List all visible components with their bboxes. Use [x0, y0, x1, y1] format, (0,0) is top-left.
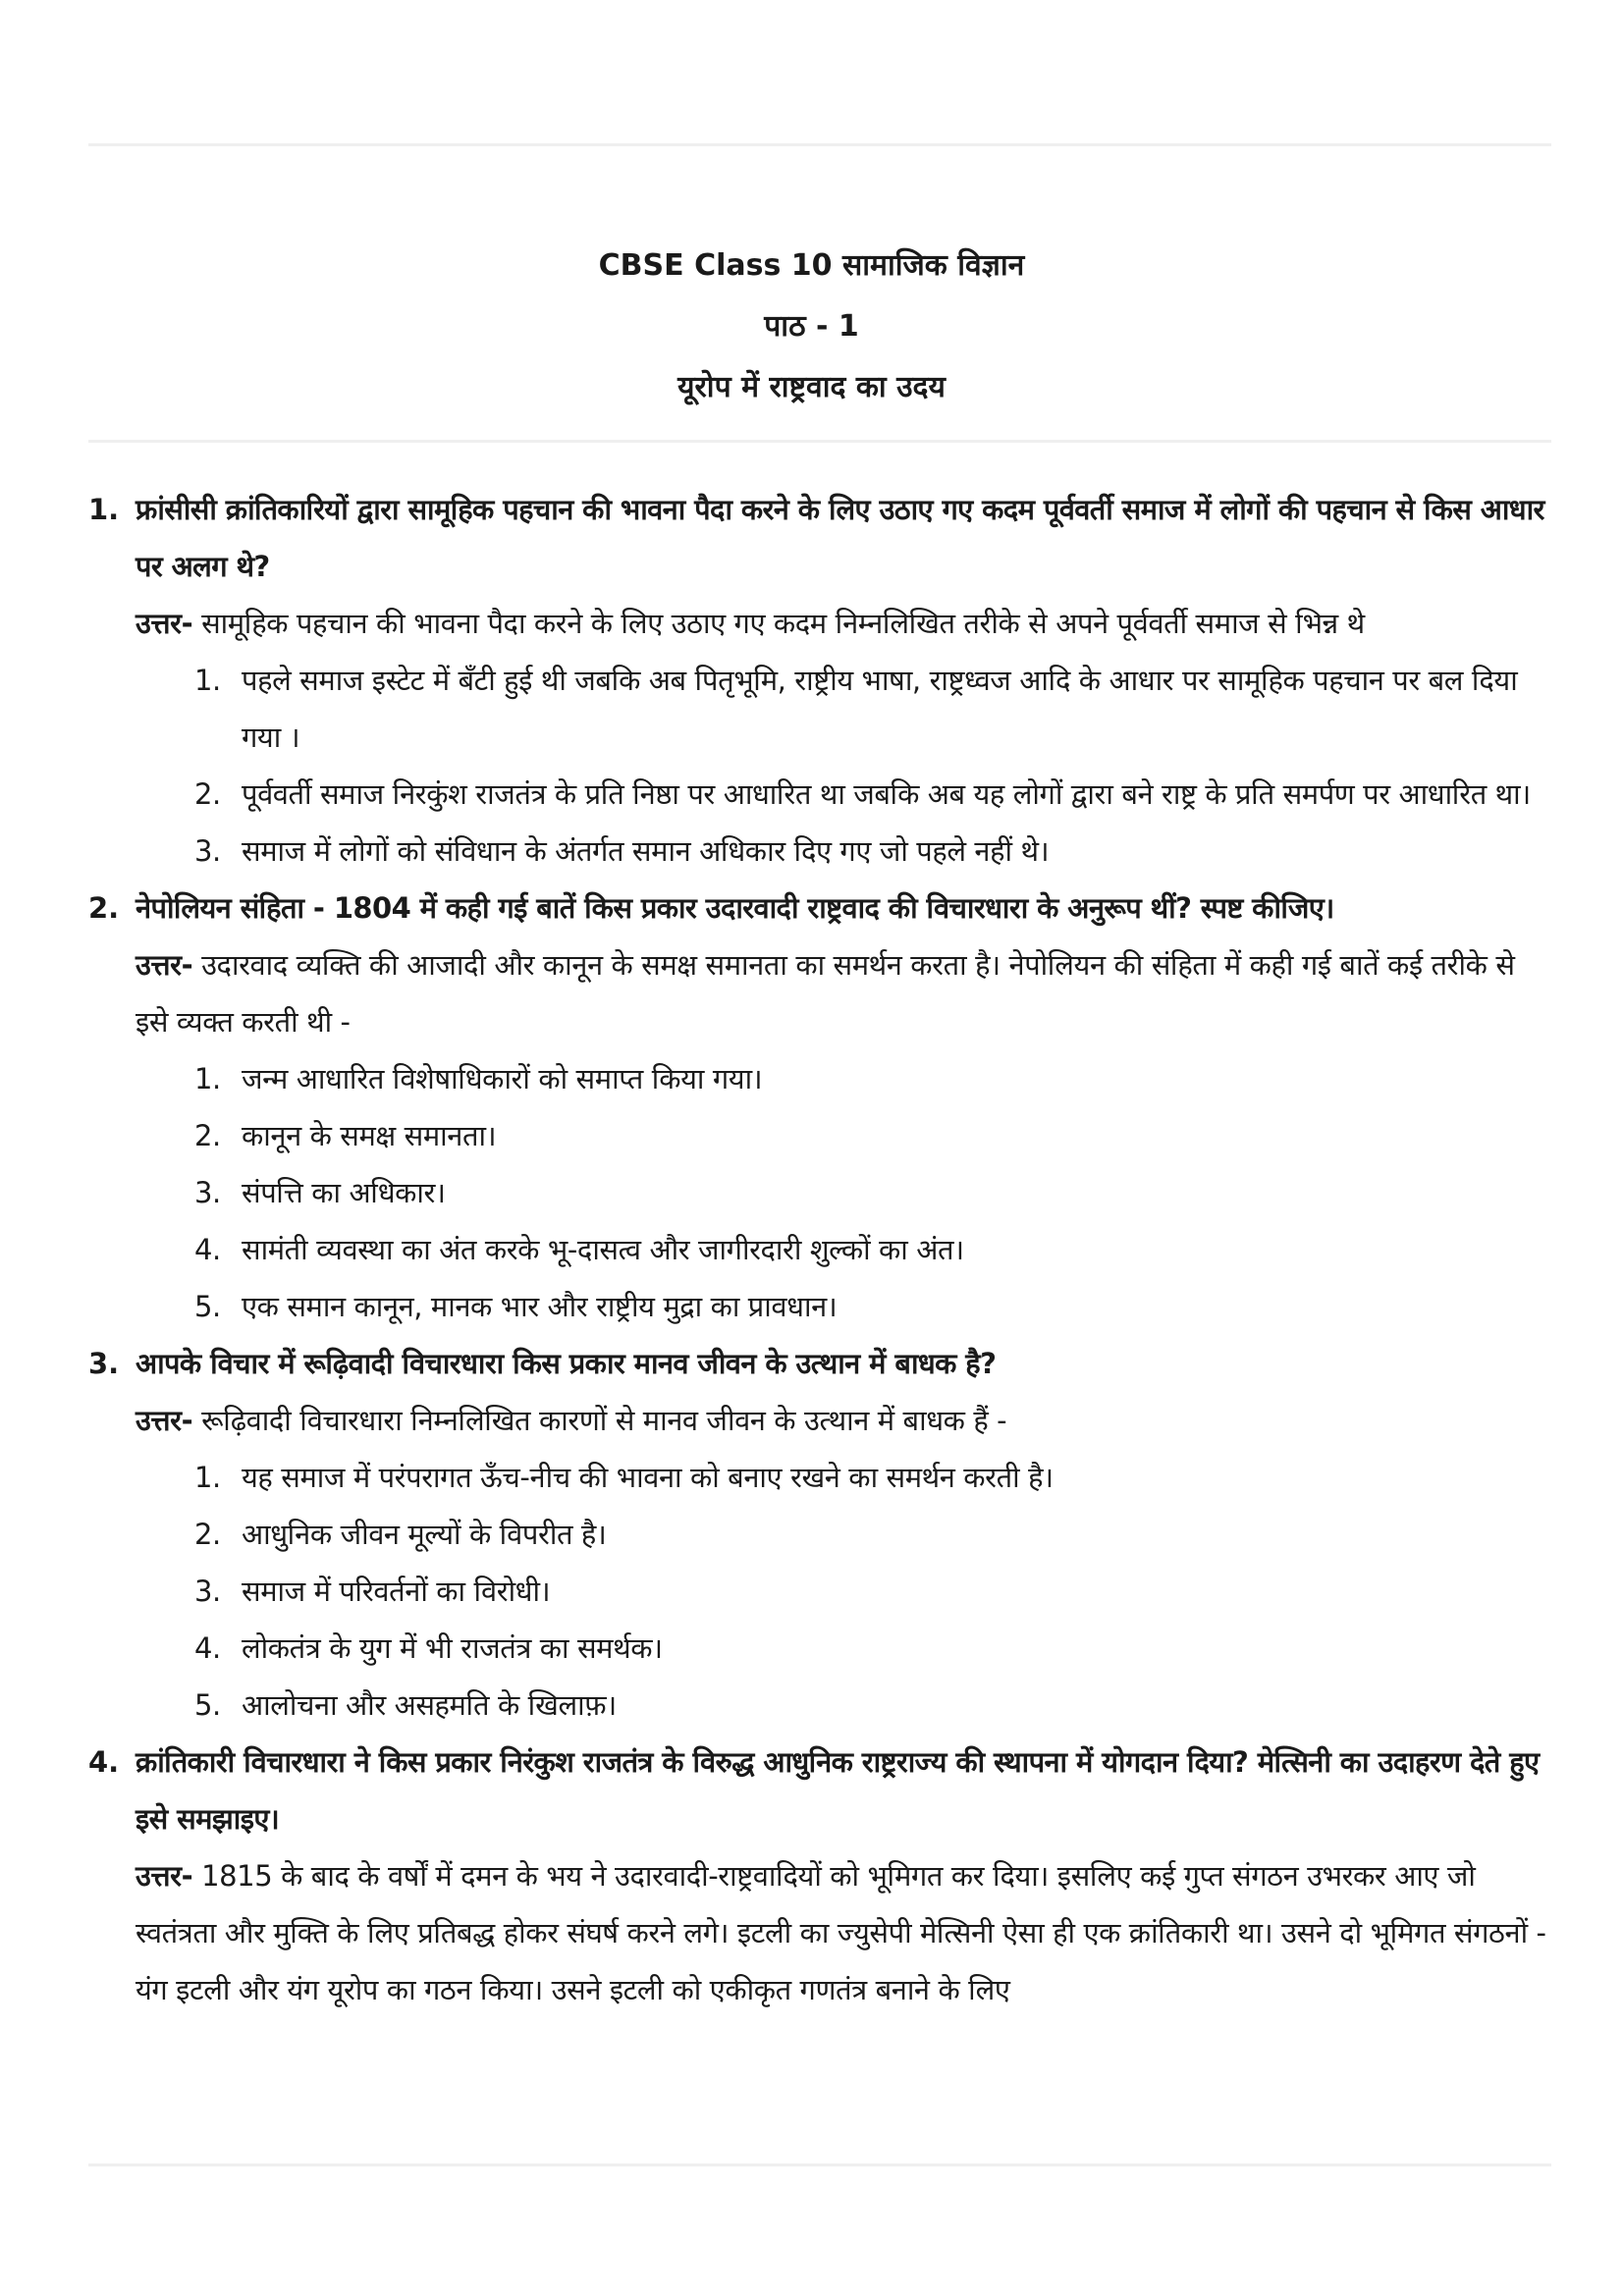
- list-item-text: सामंती व्यवस्था का अंत करके भू-दासत्व और जागीरदारी शुल्कों का अंत।: [242, 1233, 964, 1266]
- list-item: [194, 1563, 1551, 1620]
- header-divider: [88, 440, 1551, 443]
- question-block: [88, 481, 1551, 880]
- answer-points: [135, 652, 1551, 880]
- question-text: क्रांतिकारी विचारधारा ने किस प्रकार निरंकुश राजतंत्र के विरुद्ध आधुनिक राष्ट्रराज्य की स्थापना में योगदान दिया? मेत्सिनी का उदाहरण देते हुए इसे समझाइए।: [135, 1745, 1540, 1836]
- list-item-number: 3.: [194, 1176, 221, 1209]
- list-item-text: पूर्ववर्ती समाज निरकुंश राजतंत्र के प्रति निष्ठा पर आधारित था जबकि अब यह लोगों द्वारा बने राष्ट्र के प्रति समर्पण पर आधारित था।: [242, 777, 1531, 811]
- list-item: [194, 1620, 1551, 1677]
- list-item-number: 1.: [194, 664, 221, 697]
- answer-text: सामूहिक पहचान की भावना पैदा करने के लिए उठाए गए कदम निम्नलिखित तरीके से अपने पूर्ववर्ती समाज से भिन्न थे: [201, 607, 1365, 640]
- question: [88, 1734, 1551, 2018]
- question: [88, 1335, 1551, 1734]
- answer-text: उदारवाद व्यक्ति की आजादी और कानून के समक्ष समानता का समर्थन करता है। नेपोलियन की संहिता में कही गई बातें कई तरीके से इसे व्यक्त करती थी -: [135, 948, 1515, 1039]
- list-item-number: 3.: [194, 1575, 221, 1608]
- list-item-text: जन्म आधारित विशेषाधिकारों को समाप्त किया गया।: [242, 1062, 763, 1095]
- list-item-text: एक समान कानून, मानक भार और राष्ट्रीय मुद्रा का प्रावधान।: [242, 1290, 838, 1323]
- list-item-number: 2.: [194, 1518, 221, 1551]
- question-text: आपके विचार में रूढ़िवादी विचारधारा किस प्रकार मानव जीवन के उत्थान में बाधक है?: [135, 1347, 997, 1380]
- question-text: फ्रांसीसी क्रांतिकारियों द्वारा सामूहिक पहचान की भावना पैदा करने के लिए उठाए गए कदम पूर्ववर्ती समाज में लोगों की पहचान से किस आधार पर अलग थे?: [135, 493, 1544, 583]
- list-item-number: 2.: [194, 777, 221, 811]
- list-item-text: संपत्ति का अधिकार।: [242, 1176, 446, 1209]
- question-block: [88, 1335, 1551, 1734]
- list-item-text: समाज में लोगों को संविधान के अंतर्गत समान अधिकार दिए गए जो पहले नहीं थे।: [242, 834, 1050, 868]
- list-item-text: पहले समाज इस्टेट में बँटी हुई थी जबकि अब पितृभूमि, राष्ट्रीय भाषा, राष्ट्रध्वज आदि के आधार पर सामूहिक पहचान पर बल दिया गया ।: [242, 664, 1518, 754]
- answer-label: उत्तर-: [135, 1859, 193, 1893]
- list-item-number: 5.: [194, 1290, 221, 1323]
- list-item: [194, 1221, 1551, 1278]
- list-item-text: समाज में परिवर्तनों का विरोधी।: [242, 1575, 551, 1608]
- answer: [135, 936, 1551, 1050]
- bottom-divider: [88, 2163, 1551, 2166]
- list-item-number: 5.: [194, 1688, 221, 1722]
- list-item: [194, 766, 1551, 823]
- question-number: 2.: [88, 891, 120, 925]
- question: [88, 880, 1551, 1335]
- list-item: [194, 823, 1551, 880]
- list-item-text: कानून के समक्ष समानता।: [242, 1119, 497, 1152]
- answer-label: उत्तर-: [135, 607, 193, 640]
- list-item: [194, 1677, 1551, 1734]
- question: [88, 481, 1551, 880]
- question-number: 1.: [88, 493, 120, 526]
- list-item-number: 1.: [194, 1062, 221, 1095]
- answer-text: 1815 के बाद के वर्षों में दमन के भय ने उदारवादी-राष्ट्रवादियों को भूमिगत कर दिया। इसलिए कई गुप्त संगठन उभरकर आए जो स्वतंत्रता और मुक्ति के लिए प्रतिबद्ध होकर संघर्ष करने लगे। इटली का ज्युसेपी मेत्सिनी ऐसा ही एक क्रांतिकारी था। उसने दो भूमिगत संगठनों - यंग इटली और यंग यूरोप का गठन किया। उसने इटली को एकीकृत गणतंत्र बनाने के लिए: [135, 1859, 1546, 2006]
- answer-label: उत्तर-: [135, 1404, 193, 1437]
- answer-points: [135, 1449, 1551, 1734]
- answer: [135, 595, 1551, 652]
- list-item: [194, 652, 1551, 766]
- question-block: [88, 880, 1551, 1335]
- top-divider: [88, 143, 1551, 146]
- list-item-text: आलोचना और असहमति के खिलाफ़।: [242, 1688, 617, 1722]
- header-chapter-number: पाठ - 1: [764, 309, 859, 344]
- list-item-number: 1.: [194, 1461, 221, 1494]
- list-item-number: 4.: [194, 1631, 221, 1665]
- list-item-number: 4.: [194, 1233, 221, 1266]
- answer-label: उत्तर-: [135, 948, 193, 982]
- list-item-text: यह समाज में परंपरागत ऊँच-नीच की भावना को बनाए रखने का समर्थन करती है।: [242, 1461, 1054, 1494]
- list-item: [194, 1449, 1551, 1506]
- list-item-number: 3.: [194, 834, 221, 868]
- list-item: [194, 1278, 1551, 1335]
- question-block: [88, 1734, 1551, 2018]
- header-course-title: CBSE Class 10 सामाजिक विज्ञान: [598, 248, 1025, 283]
- list-item: [194, 1050, 1551, 1107]
- list-item-text: आधुनिक जीवन मूल्यों के विपरीत है।: [242, 1518, 607, 1551]
- question-text: नेपोलियन संहिता - 1804 में कही गई बातें किस प्रकार उदारवादी राष्ट्रवाद की विचारधारा के अनुरूप थीं? स्पष्ट कीजिए।: [135, 891, 1334, 925]
- answer: [135, 1392, 1551, 1449]
- list-item: [194, 1506, 1551, 1563]
- document-header: [0, 236, 1623, 418]
- list-item: [194, 1107, 1551, 1164]
- question-number: 3.: [88, 1347, 120, 1380]
- question-number: 4.: [88, 1745, 120, 1779]
- answer-points: [135, 1050, 1551, 1335]
- answer: [135, 1847, 1551, 2018]
- header-chapter-title: यूरोप में राष्ट्रवाद का उदय: [677, 370, 946, 404]
- list-item-number: 2.: [194, 1119, 221, 1152]
- list-item-text: लोकतंत्र के युग में भी राजतंत्र का समर्थक।: [242, 1631, 663, 1665]
- list-item: [194, 1164, 1551, 1221]
- answer-text: रूढ़िवादी विचारधारा निम्नलिखित कारणों से मानव जीवन के उत्थान में बाधक हैं -: [201, 1404, 1007, 1437]
- question-list: [88, 481, 1551, 2018]
